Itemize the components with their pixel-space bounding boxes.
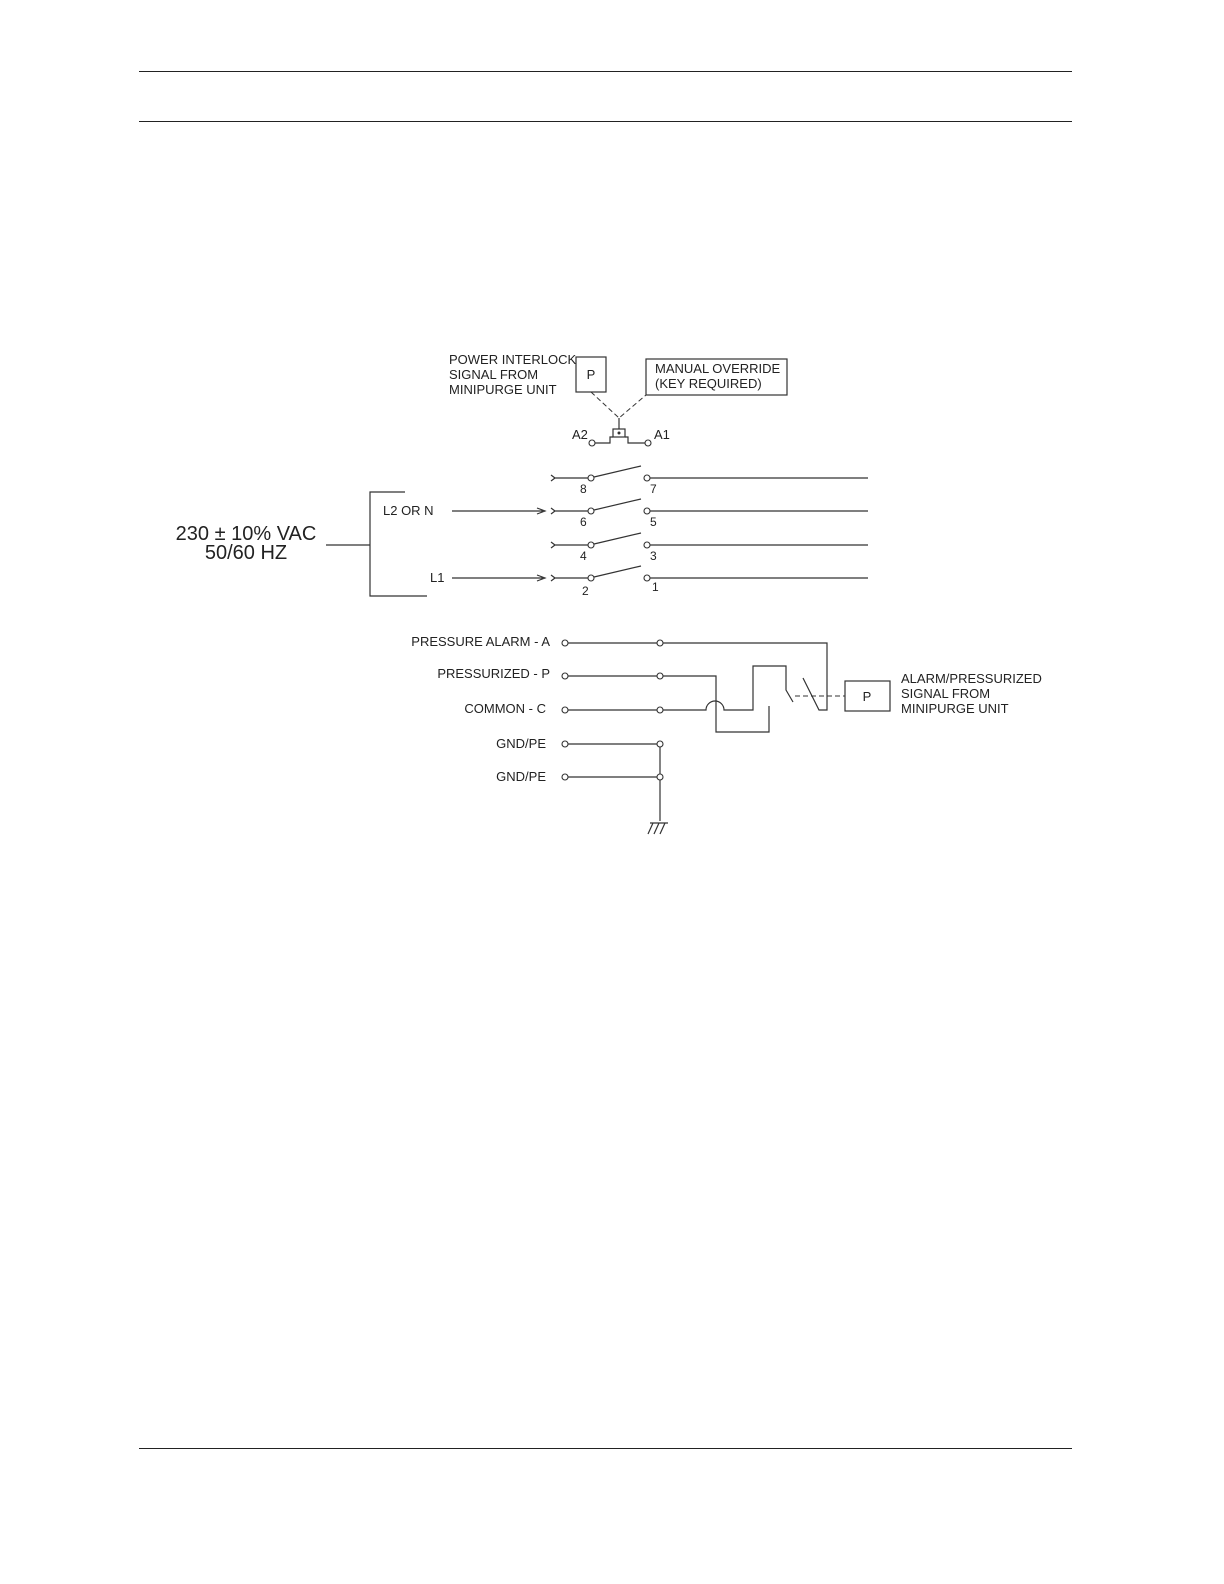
common-wire	[568, 666, 793, 710]
alarm-p-label: P	[862, 689, 872, 704]
gnd-pe-label-1: GND/PE	[496, 736, 546, 751]
coil-a1-label: A1	[654, 427, 670, 442]
pressurized-label: PRESSURIZED - P	[437, 666, 550, 681]
ground-wires	[568, 744, 660, 821]
alarm-source-line3: MINIPURGE UNIT	[901, 701, 1009, 716]
contact-1-terminal	[644, 575, 650, 581]
contact-2-input-arrow	[551, 575, 588, 581]
contact-3-terminal	[644, 542, 650, 548]
common-label: COMMON - C	[464, 701, 546, 716]
coil-terminal-a1	[645, 440, 651, 446]
l2-input-line	[452, 508, 545, 514]
node-gnd-1	[657, 741, 663, 747]
pressurized-wire	[568, 676, 769, 732]
alarm-source-line1: ALARM/PRESSURIZED	[901, 671, 1042, 686]
contact-7-terminal	[644, 475, 650, 481]
contact-5-number: 5	[650, 515, 657, 529]
interlock-source-line3: MINIPURGE UNIT	[449, 382, 557, 397]
contact-1-number: 1	[652, 580, 659, 594]
coil-a2-label: A2	[572, 427, 588, 442]
l1-label: L1	[430, 570, 445, 585]
alarm-source-group	[795, 671, 1042, 716]
contact-6-number: 6	[580, 515, 587, 529]
l1-input-line	[452, 575, 545, 581]
contact-2-terminal	[588, 575, 594, 581]
contact-4-terminal	[588, 542, 594, 548]
node-gnd-2	[657, 774, 663, 780]
interlock-source-line2: SIGNAL FROM	[449, 367, 539, 382]
signal-terminals-group	[411, 634, 827, 834]
contact-8-terminal	[588, 475, 594, 481]
contact-2-1	[551, 566, 868, 598]
relay-contacts-group	[551, 466, 868, 598]
contact-7-number: 7	[650, 482, 657, 496]
contact-8-input-arrow	[551, 475, 588, 481]
interlock-source-line1: POWER INTERLOCK	[449, 352, 577, 367]
coil-terminal-a2	[589, 440, 595, 446]
contact-6-5-switch-arm	[594, 499, 641, 510]
supply-frequency-label: 50/60 HZ	[204, 542, 288, 564]
contact-8-7-switch-arm	[594, 466, 641, 477]
contact-4-3	[551, 533, 868, 563]
relay-coil-leads	[595, 437, 645, 443]
relay-coil-dot	[618, 432, 621, 435]
pressure-alarm-label: PRESSURE ALARM - A	[411, 634, 550, 649]
terminal-pressurized	[562, 673, 568, 679]
manual-override-line1: MANUAL OVERRIDE	[655, 361, 781, 376]
contact-2-1-switch-arm	[594, 566, 641, 577]
node-common	[657, 707, 663, 713]
alarm-source-line2: SIGNAL FROM	[901, 686, 991, 701]
manual-override-line2: (KEY REQUIRED)	[655, 376, 762, 391]
gnd-pe-label-2: GND/PE	[496, 769, 546, 784]
contact-3-number: 3	[650, 549, 657, 563]
node-pressure-alarm	[657, 640, 663, 646]
terminal-pressure-alarm	[562, 640, 568, 646]
l2-or-n-label: L2 OR N	[383, 503, 434, 518]
contact-4-input-arrow	[551, 542, 588, 548]
terminal-common	[562, 707, 568, 713]
terminal-gnd-1	[562, 741, 568, 747]
contact-4-number: 4	[580, 549, 587, 563]
contact-6-5	[551, 499, 868, 529]
contact-6-input-arrow	[551, 508, 588, 514]
contact-8-number: 8	[580, 482, 587, 496]
contact-5-terminal	[644, 508, 650, 514]
contact-8-7	[551, 466, 868, 496]
contact-4-3-switch-arm	[594, 533, 641, 544]
contact-2-number: 2	[582, 584, 589, 598]
supply-voltage-label: 230 ± 10% VAC	[175, 523, 317, 545]
node-pressurized	[657, 673, 663, 679]
ground-symbol-icon	[648, 823, 668, 834]
interlock-dashed-link	[591, 392, 646, 418]
terminal-gnd-2	[562, 774, 568, 780]
contact-6-terminal	[588, 508, 594, 514]
interlock-p-label: P	[586, 367, 596, 382]
power-interlock-group	[449, 352, 787, 446]
